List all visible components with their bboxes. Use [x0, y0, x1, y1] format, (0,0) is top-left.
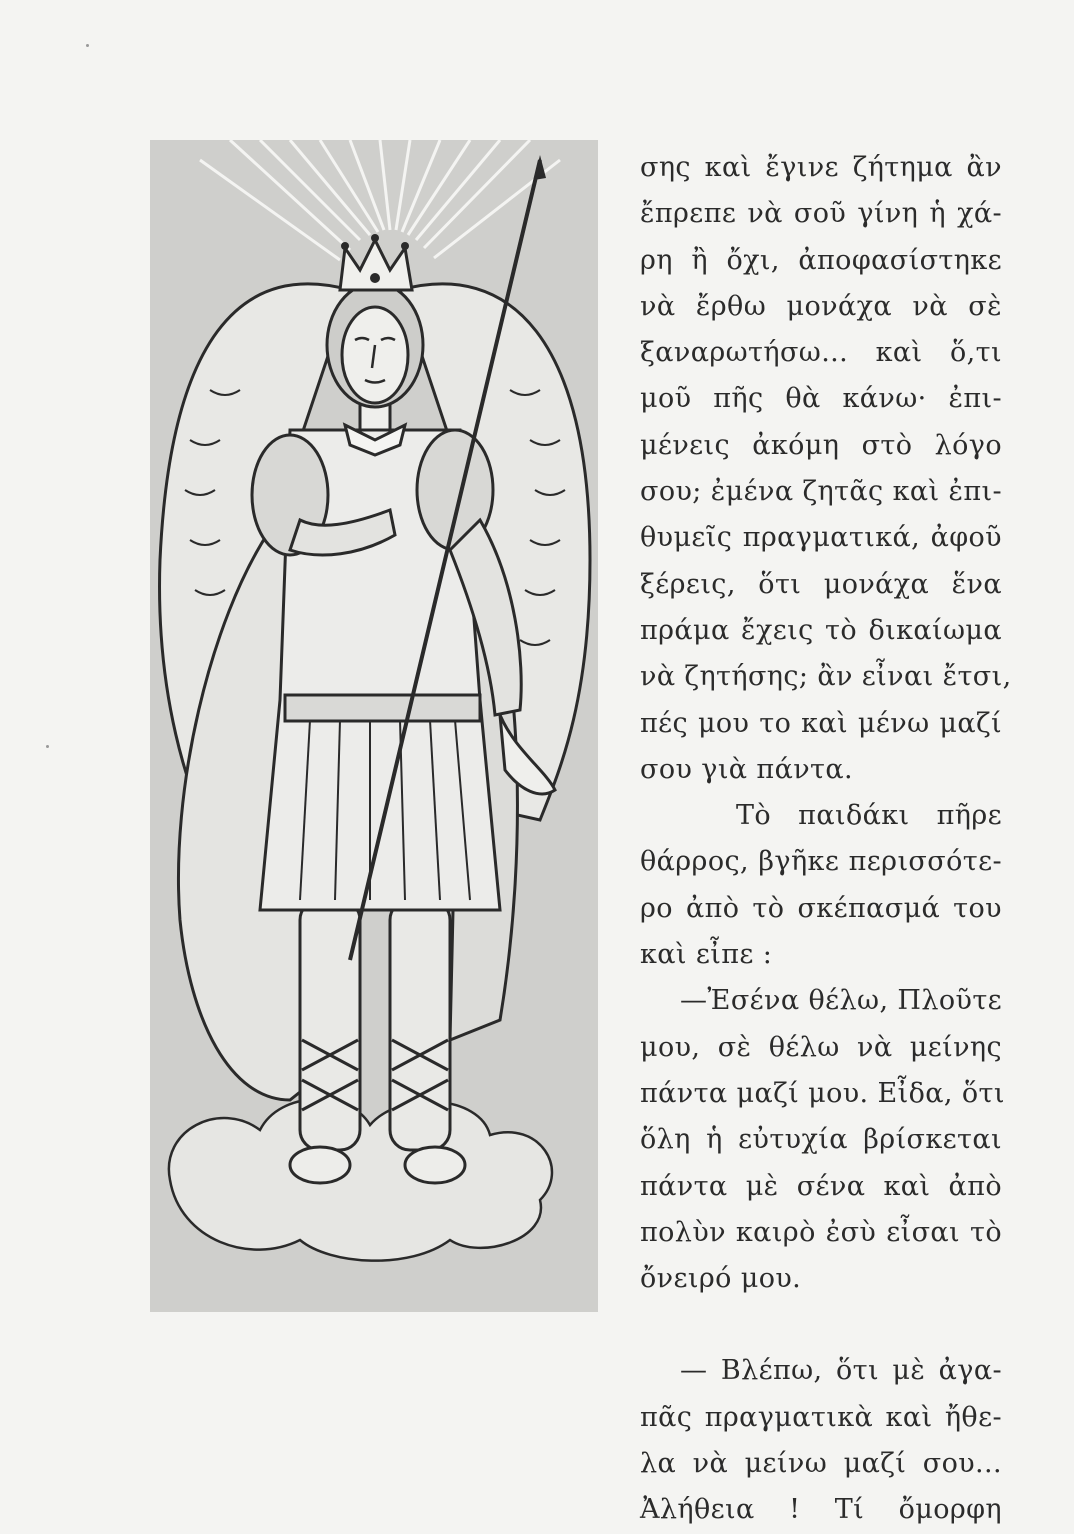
text-line: πολὺν καιρὸ ἐσὺ εἶσαι τὸ	[640, 1216, 1002, 1248]
text-line: πάντα μαζί μου. Εἶδα, ὅτι	[640, 1077, 1005, 1109]
text-line: ξέρεις, ὅτι μονάχα ἕνα	[640, 568, 1002, 600]
text-line: πές μου το καὶ μένω μαζί	[640, 707, 1002, 739]
text-column	[640, 145, 1012, 1534]
text-line: πᾶς πραγματικὰ καὶ ἤθε-	[640, 1401, 1002, 1433]
text-line: —Ἐσένα θέλω, Πλοῦτε	[680, 985, 1003, 1017]
text-line: ξαναρωτήσω... καὶ ὅ,τι	[640, 337, 1002, 369]
text-line: θυμεῖς πραγματικά, ἀφοῦ	[640, 522, 1002, 554]
text-line: νὰ ζητήσης; ἂν εἶναι ἔτσι,	[640, 661, 1012, 693]
text-line: σου; ἐμένα ζητᾶς καὶ ἐπι-	[640, 476, 1002, 508]
face	[342, 307, 408, 403]
left-leg	[300, 900, 360, 1150]
text-line: σης καὶ ἔγινε ζήτημα ἂν	[640, 152, 1002, 183]
text-line: ρη ἢ ὄχι, ἀποφασίστηκε	[640, 244, 1002, 276]
text-line: ὅλη ἡ εὐτυχία βρίσκεται	[640, 1124, 1002, 1156]
text-line: ἔπρεπε νὰ σοῦ γίνη ἡ χά-	[640, 198, 1002, 230]
text-line: πράμα ἔχεις τὸ δικαίωμα	[640, 614, 1002, 646]
paragraph-gap	[640, 1302, 1002, 1348]
text-line: — Βλέπω, ὅτι μὲ ἀγα-	[680, 1355, 1002, 1387]
text-line: μένεις ἀκόμη στὸ λόγο	[640, 429, 1002, 461]
text-line: μου, σὲ θέλω νὰ μείνης	[640, 1031, 1002, 1063]
text-line: νὰ ἔρθω μονάχα νὰ σὲ	[640, 290, 1002, 322]
text-line: ρο ἀπὸ τὸ σκέπασμά του	[640, 892, 1002, 924]
left-foot	[290, 1147, 350, 1183]
text-line: Τὸ παιδάκι πῆρε	[736, 800, 1002, 832]
right-foot	[405, 1147, 465, 1183]
text-line: πάντα μὲ σένα καὶ ἀπὸ	[640, 1170, 1002, 1202]
text-line: καὶ εἶπε :	[640, 939, 773, 971]
page-speck	[86, 44, 89, 47]
text-line: λα νὰ μείνω μαζί σου...	[640, 1448, 1002, 1480]
belt	[285, 695, 480, 721]
right-leg	[390, 900, 450, 1150]
page-speck	[46, 745, 49, 748]
text-line: σου γιὰ πάντα.	[640, 753, 853, 785]
text-line: θάρρος, βγῆκε περισσότε-	[640, 846, 1002, 878]
text-line: μοῦ πῆς θὰ κάνω· ἐπι-	[640, 383, 1002, 415]
angel-with-crown-and-spear-icon	[150, 140, 598, 1312]
angel-illustration	[150, 140, 598, 1312]
text-line: Ἀλήθεια ! Τί ὄμορφη	[640, 1494, 1002, 1526]
text-line: ὄνειρό μου.	[640, 1263, 802, 1295]
